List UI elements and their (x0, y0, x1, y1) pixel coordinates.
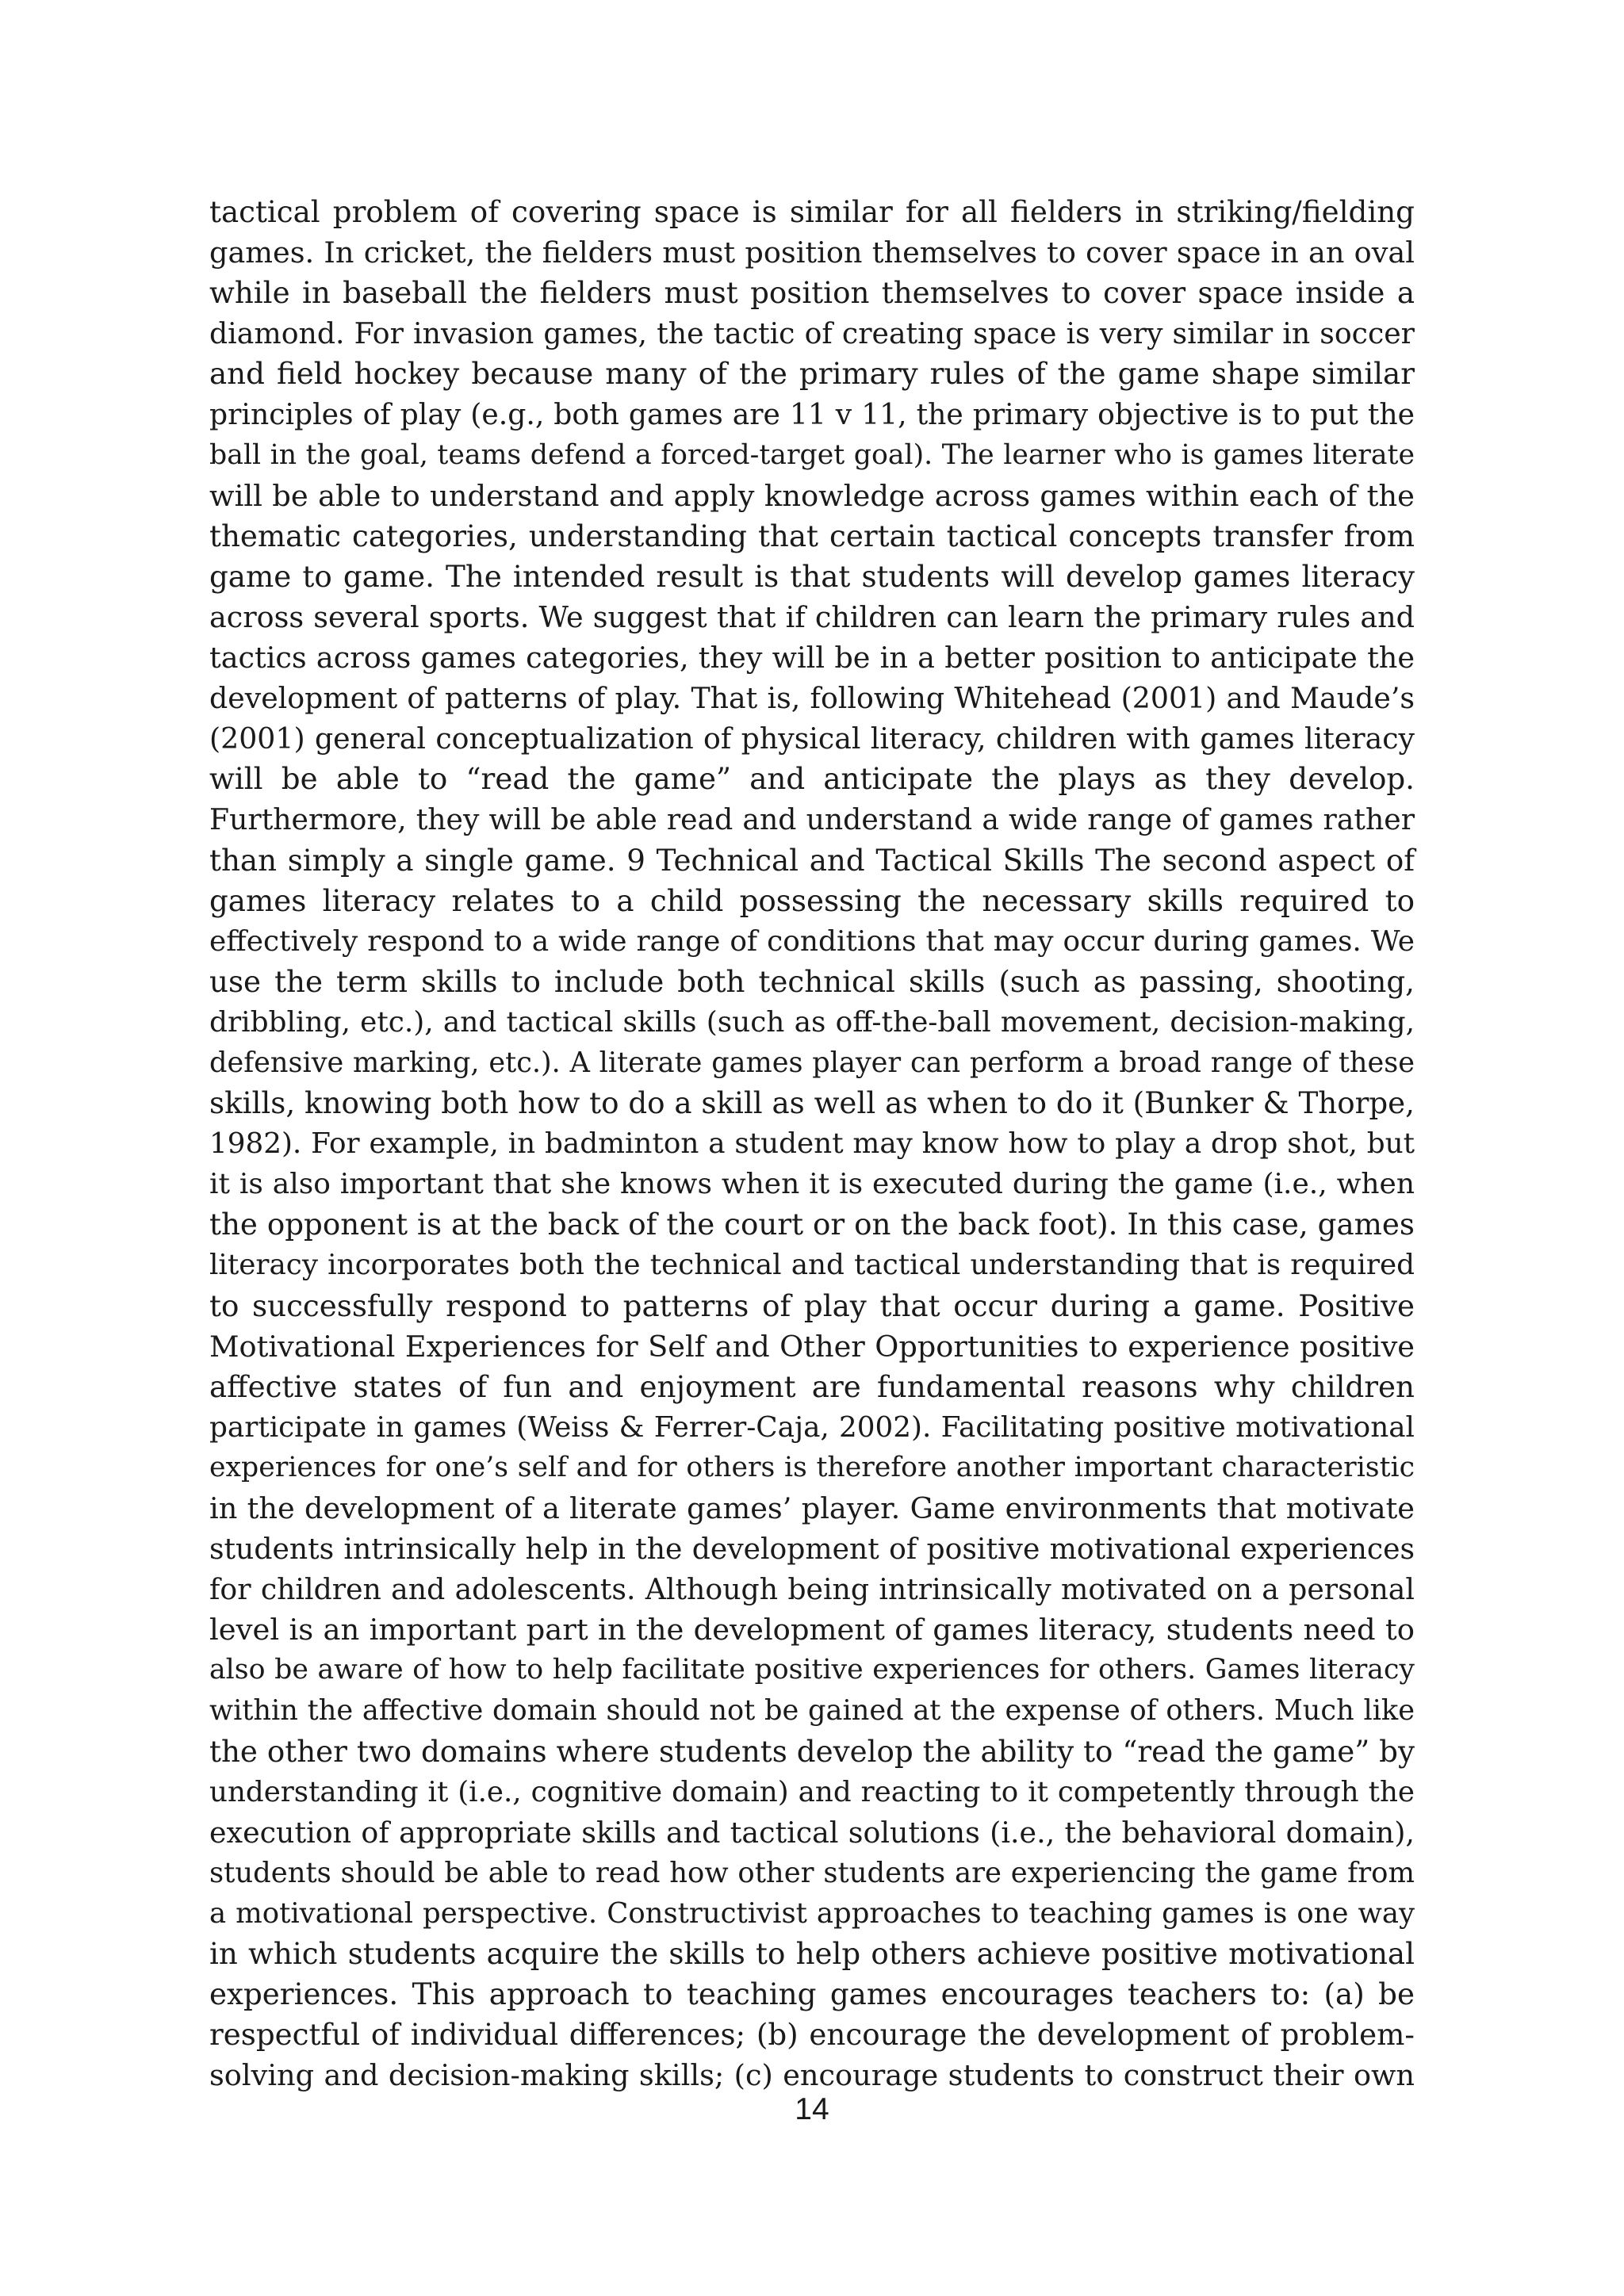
text-line: use the term skills to include both technical skills (such as passing, shooting, (209, 963, 1415, 999)
text-line: principles of play (e.g., both games are 11 v 11, the primary objective is to put the (209, 397, 1415, 432)
page-number: 14 (795, 2092, 829, 2126)
text-line: to successfully respond to patterns of play that occur during a game. Positive (209, 1288, 1415, 1323)
text-line: will be able to “read the game” and anticipate the plays as they develop. (209, 761, 1415, 797)
text-line: also be aware of how to help facilitate positive experiences for others. Games literacy (209, 1654, 1415, 1686)
text-line: solving and decision-making skills; (c) encourage students to construct their own (209, 2058, 1415, 2093)
text-line: it is also important that she knows when it is executed during the game (i.e., when (209, 1168, 1415, 1201)
text-line: while in baseball the fielders must position themselves to cover space inside a (209, 275, 1415, 311)
text-line: understanding it (i.e., cognitive domain) and reacting to it competently through the (209, 1775, 1415, 1808)
text-line: development of patterns of play. That is, following Whitehead (2001) and Maude’s (209, 681, 1415, 716)
text-line: in which students acquire the skills to help others achieve positive motivational (209, 1936, 1415, 1972)
text-line: level is an important part in the development of games literacy, students need to (209, 1613, 1415, 1647)
text-line: experiences. This approach to teaching games encourages teachers to: (a) be (209, 1976, 1415, 2012)
text-line: experiences for one’s self and for others is therefore another important characteristic (209, 1451, 1415, 1483)
text-line: in the development of a literate games’ player. Game environments that motivate (209, 1491, 1415, 1525)
text-line: the opponent is at the back of the court or on the back foot). In this case, games (209, 1207, 1415, 1242)
text-line: games. In cricket, the fielders must position themselves to cover space in an oval (209, 235, 1415, 270)
text-line: tactics across games categories, they will be in a better position to anticipate the (209, 641, 1415, 675)
text-line: defensive marking, etc.). A literate games player can perform a broad range of these (209, 1046, 1415, 1079)
text-line: thematic categories, understanding that certain tactical concepts transfer from (209, 518, 1415, 553)
text-line: execution of appropriate skills and tactical solutions (i.e., the behavioral domain), (209, 1815, 1415, 1850)
body-paragraph (209, 192, 1415, 2095)
text-line: game to game. The intended result is that students will develop games literacy (209, 558, 1415, 594)
text-line: students intrinsically help in the development of positive motivational experiences (209, 1532, 1415, 1567)
text-line: 1982). For example, in badminton a student may know how to play a drop shot, but (209, 1127, 1415, 1161)
text-line: students should be able to read how other students are experiencing the game from (209, 1856, 1415, 1889)
text-line: for children and adolescents. Although being intrinsically motivated on a personal (209, 1572, 1415, 1607)
text-line: respectful of individual differences; (b) encourage the development of problem- (209, 2017, 1415, 2053)
text-line: effectively respond to a wide range of conditions that may occur during games. We (209, 924, 1415, 958)
text-line: games literacy relates to a child possessing the necessary skills required to (209, 882, 1415, 918)
text-line: and field hockey because many of the primary rules of the game shape similar (209, 356, 1415, 392)
text-line: the other two domains where students develop the ability to “read the game” by (209, 1733, 1415, 1769)
text-line: participate in games (Weiss & Ferrer-Caja, 2002). Facilitating positive motivational (209, 1410, 1415, 1444)
text-line: a motivational perspective. Constructivist approaches to teaching games is one way (209, 1896, 1415, 1930)
text-line: Furthermore, they will be able read and understand a wide range of games rather (209, 802, 1415, 837)
text-line: Motivational Experiences for Self and Other Opportunities to experience positive (209, 1329, 1415, 1364)
text-line: than simply a single game. 9 Technical and Tactical Skills The second aspect of (209, 842, 1415, 878)
text-line: literacy incorporates both the technical and tactical understanding that is required (209, 1249, 1415, 1282)
text-line: tactical problem of covering space is similar for all fielders in striking/fielding (209, 194, 1415, 229)
text-line: skills, knowing both how to do a skill as well as when to do it (Bunker & Thorpe, (209, 1085, 1415, 1121)
text-line: diamond. For invasion games, the tactic of creating space is very similar in soccer (209, 316, 1415, 351)
text-line: dribbling, etc.), and tactical skills (such as off-the-ball movement, decision-making, (209, 1005, 1415, 1039)
text-line: will be able to understand and apply knowledge across games within each of the (209, 478, 1415, 513)
text-line: ball in the goal, teams defend a forced-target goal). The learner who is games literate (209, 438, 1415, 471)
text-line: (2001) general conceptualization of physical literacy, children with games literacy (209, 721, 1415, 756)
text-line: affective states of fun and enjoyment are fundamental reasons why children (209, 1368, 1415, 1404)
text-line: within the affective domain should not be gained at the expense of others. Much like (209, 1694, 1415, 1728)
text-line: across several sports. We suggest that if children can learn the primary rules and (209, 599, 1415, 634)
